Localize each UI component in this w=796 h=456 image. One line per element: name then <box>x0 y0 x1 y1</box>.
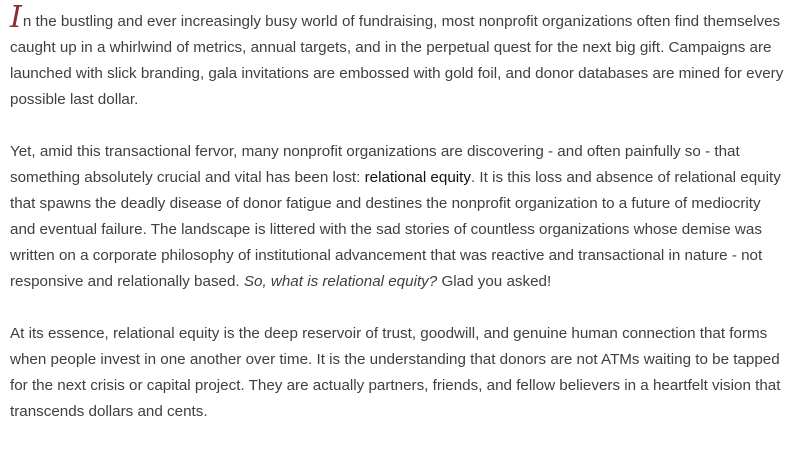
paragraph-2-text-before: Yet, amid this transactional fervor, many nonprofit organizations are discovering - and often painfully so - that something absolutely crucial and vital has been lost: <box>10 143 740 186</box>
drop-cap: I <box>10 0 22 35</box>
paragraph-intro <box>10 0 786 113</box>
paragraph-essence <box>10 321 786 425</box>
paragraph-essence-text: At its essence, relational equity is the deep reservoir of trust, goodwill, and genuine human connection that forms when people invest in one another over time. It is the understanding that donors are not ATMs waiting to be tapped for the next crisis or capital project. They are actually partners, friends, and fellow believers in a heartfelt vision that transcends dollars and cents. <box>10 325 781 420</box>
paragraph-intro-text: n the bustling and ever increasingly busy world of fundraising, most nonprofit organizations often find themselves caught up in a whirlwind of metrics, annual targets, and in the perpetual quest for the next big gift. Campaigns are launched with slick branding, gala invitations are embossed with gold foil, and donor databases are mined for every possible last dollar. <box>10 13 784 108</box>
relational-equity-question: So, what is relational equity? <box>243 273 438 290</box>
paragraph-2-closing: Glad you asked! <box>437 273 552 290</box>
paragraph-relational-equity <box>10 139 786 295</box>
paragraph-2-text-after: . It is this loss and absence of relational equity that spawns the deadly disease of donor fatigue and destines the nonprofit organization to a future of mediocrity and eventual failure. The landscape is littered with the sad stories of countless organizations whose demise was written on a corporate philosophy of institutional advancement that was reactive and transactional in nature - not responsive and relationally based. <box>10 169 781 290</box>
relational-equity-highlight: relational equity <box>364 169 471 186</box>
